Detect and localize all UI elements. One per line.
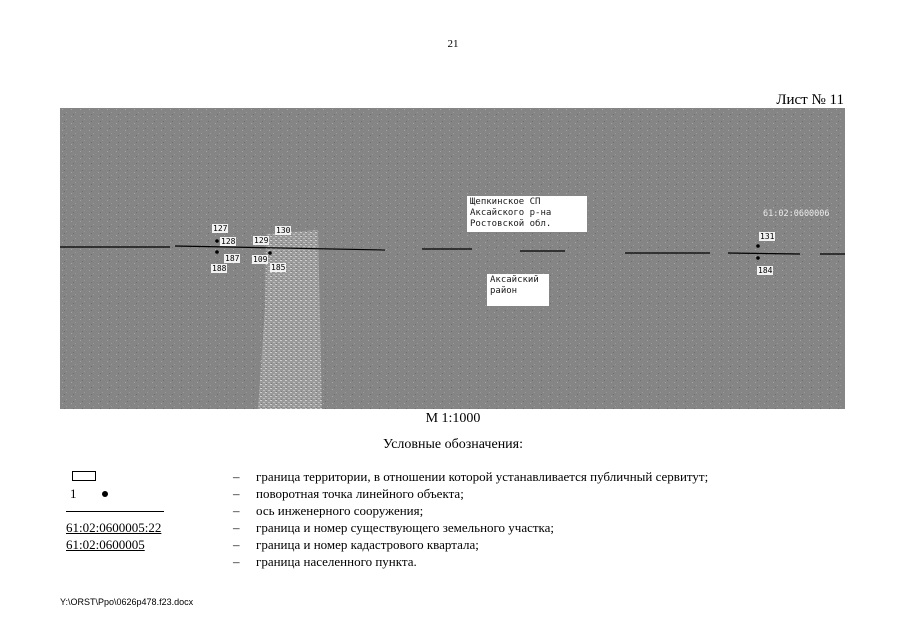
- legend-text: поворотная точка линейного объекта;: [256, 486, 464, 501]
- map-drawing: [60, 108, 845, 409]
- quarter-label: 61:02:0600006: [763, 209, 830, 219]
- legend-symbol: [66, 537, 226, 554]
- legend-title: Условные обозначения:: [382, 437, 524, 452]
- district-label-line: Аксайский: [490, 275, 539, 285]
- legend-dash: –: [233, 469, 240, 484]
- legend-dash: –: [233, 520, 240, 535]
- legend-text: граница и номер существующего земельного участка;: [256, 520, 555, 535]
- legend-text: ось инженерного сооружения;: [256, 503, 424, 518]
- point-label: 128: [221, 237, 236, 246]
- page-number: 21: [447, 38, 459, 50]
- point-label: 127: [213, 224, 228, 233]
- legend-row: [60, 486, 860, 503]
- point-number-sample: 1: [70, 486, 77, 501]
- point-label: 187: [225, 254, 240, 263]
- legend-dash: –: [233, 486, 240, 501]
- legend-row: [60, 537, 860, 554]
- map-scale: М 1:1000: [425, 411, 481, 426]
- legend: [60, 469, 860, 571]
- legend-dash: –: [233, 537, 240, 552]
- file-path-footer: Y:\ORST\Ppo\0626p478.f23.docx: [60, 597, 194, 607]
- axis-line-symbol: [66, 511, 164, 512]
- legend-symbol: [66, 469, 226, 486]
- point-label: 188: [212, 264, 227, 273]
- point-label: 184: [758, 266, 773, 275]
- legend-row: [60, 520, 860, 537]
- settlement-label-line: Щепкинское СП: [470, 197, 541, 207]
- legend-row: [60, 503, 860, 520]
- point-label: 109: [253, 255, 268, 264]
- legend-symbol: [66, 503, 226, 520]
- legend-text: граница населенного пункта.: [256, 554, 417, 569]
- legend-text: граница территории, в отношении которой устанавливается публичный сервитут;: [256, 469, 709, 484]
- settlement-label-line: Аксайского р-на: [470, 208, 552, 218]
- map-texture: [60, 108, 845, 409]
- settlement-label-line: Ростовской обл.: [470, 219, 552, 229]
- cadastral-map: [60, 108, 845, 409]
- legend-dash: –: [233, 503, 240, 518]
- point-label: 131: [760, 232, 775, 241]
- legend-symbol: [66, 486, 226, 503]
- sheet-label: Лист № 11: [776, 92, 844, 108]
- legend-text: граница и номер кадастрового квартала;: [256, 537, 479, 552]
- legend-row: [60, 554, 860, 571]
- district-label: [487, 274, 549, 306]
- land-plot-number-sample: 61:02:0600005:22: [66, 520, 162, 535]
- point-dot-symbol: [102, 491, 108, 497]
- point-label: 185: [271, 263, 286, 272]
- legend-dash: –: [233, 554, 240, 569]
- legend-symbol: [66, 520, 226, 537]
- legend-symbol: [66, 554, 226, 571]
- point-label: 129: [254, 236, 269, 245]
- territory-boundary-symbol: [72, 471, 96, 481]
- settlement-label: [467, 196, 587, 232]
- district-label-line: район: [490, 286, 518, 296]
- point-label: 130: [276, 226, 291, 235]
- legend-row: [60, 469, 860, 486]
- quarter-number-sample: 61:02:0600005: [66, 537, 145, 552]
